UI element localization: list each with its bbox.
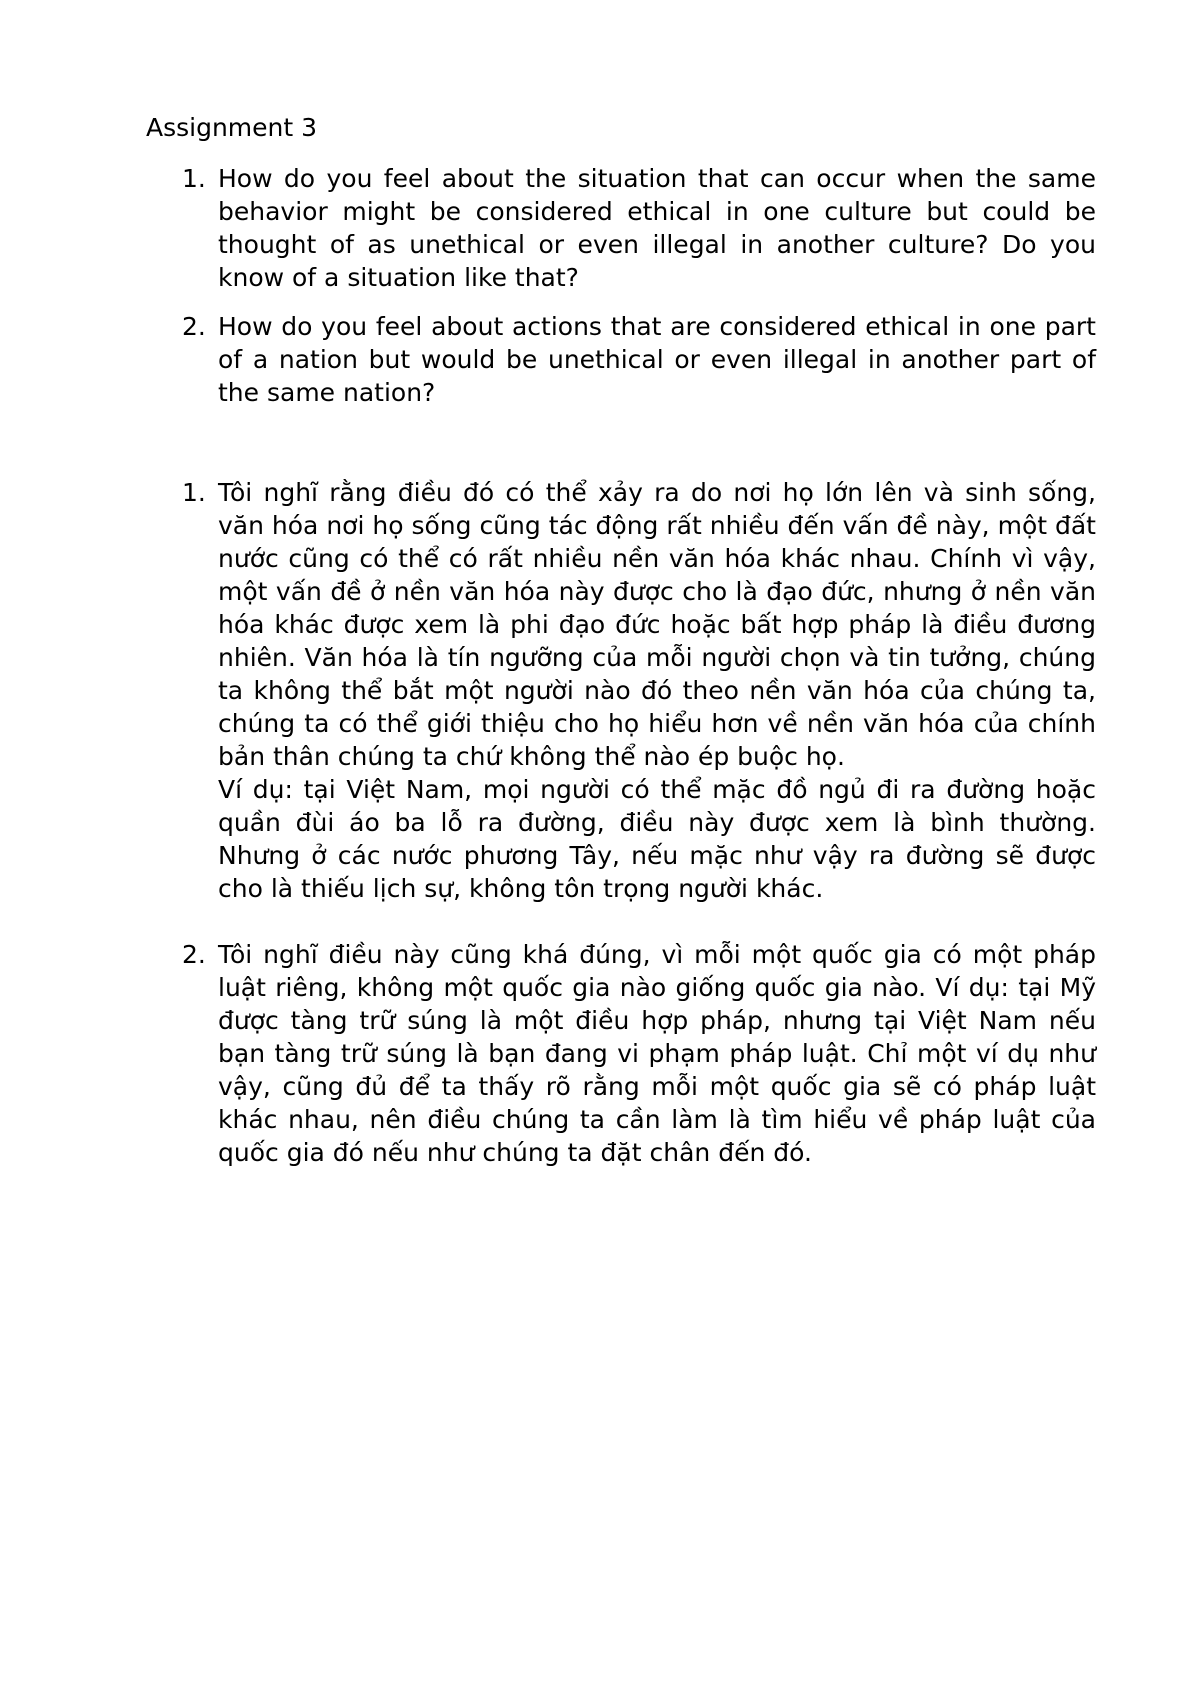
question-list [146, 162, 1096, 409]
answer-item-1 [146, 476, 1096, 905]
answer-text: Tôi nghĩ rằng điều đó có thể xảy ra do nơi họ lớn lên và sinh sống, văn hóa nơi họ sống cũng tác động rất nhiều đến vấn đề này, một đất nước cũng có thể có rất nhiều nền văn hóa khác nhau. Chính vì vậy, một vấn đề ở nền văn hóa này được cho là đạo đức, nhưng ở nền văn hóa khác được xem là phi đạo đức hoặc bất hợp pháp là điều đương nhiên. Văn hóa là tín ngưỡng của mỗi người chọn và tin tưởng, chúng ta không thể bắt một người nào đó theo nền văn hóa của chúng ta, chúng ta có thể giới thiệu cho họ hiểu hơn về nền văn hóa của chính bản thân chúng ta chứ không thể nào ép buộc họ. [218, 478, 1096, 771]
question-item-1 [146, 162, 1096, 294]
answer-list [146, 476, 1096, 1169]
answer-text: Tôi nghĩ điều này cũng khá đúng, vì mỗi một quốc gia có một pháp luật riêng, không một quốc gia nào giống quốc gia nào. Ví dụ: tại Mỹ được tàng trữ súng là một điều hợp pháp, nhưng tại Việt Nam nếu bạn tàng trữ súng là bạn đang vi phạm pháp luật. Chỉ một ví dụ như vậy, cũng đủ để ta thấy rõ rằng mỗi một quốc gia sẽ có pháp luật khác nhau, nên điều chúng ta cần làm là tìm hiểu về pháp luật của quốc gia đó nếu như chúng ta đặt chân đến đó. [218, 940, 1096, 1167]
answer-example: Ví dụ: tại Việt Nam, mọi người có thể mặc đồ ngủ đi ra đường hoặc quần đùi áo ba lỗ ra đường, điều này được xem là bình thường. Nhưng ở các nước phương Tây, nếu mặc như vậy ra đường sẽ được cho là thiếu lịch sự, không tôn trọng người khác. [218, 775, 1096, 903]
question-text: How do you feel about actions that are considered ethical in one part of a nation but would be unethical or even illegal in another part of the same nation? [218, 312, 1096, 407]
question-text: How do you feel about the situation that can occur when the same behavior might be considered ethical in one culture but could be thought of as unethical or even illegal in another culture? Do you know of a situation like that? [218, 164, 1096, 292]
answer-number: 1. [182, 478, 206, 507]
answer-item-2 [146, 938, 1096, 1169]
document-title: Assignment 3 [146, 113, 318, 142]
question-number: 2. [182, 312, 206, 341]
answer-number: 2. [182, 940, 206, 969]
question-item-2 [146, 310, 1096, 409]
question-number: 1. [182, 164, 206, 193]
